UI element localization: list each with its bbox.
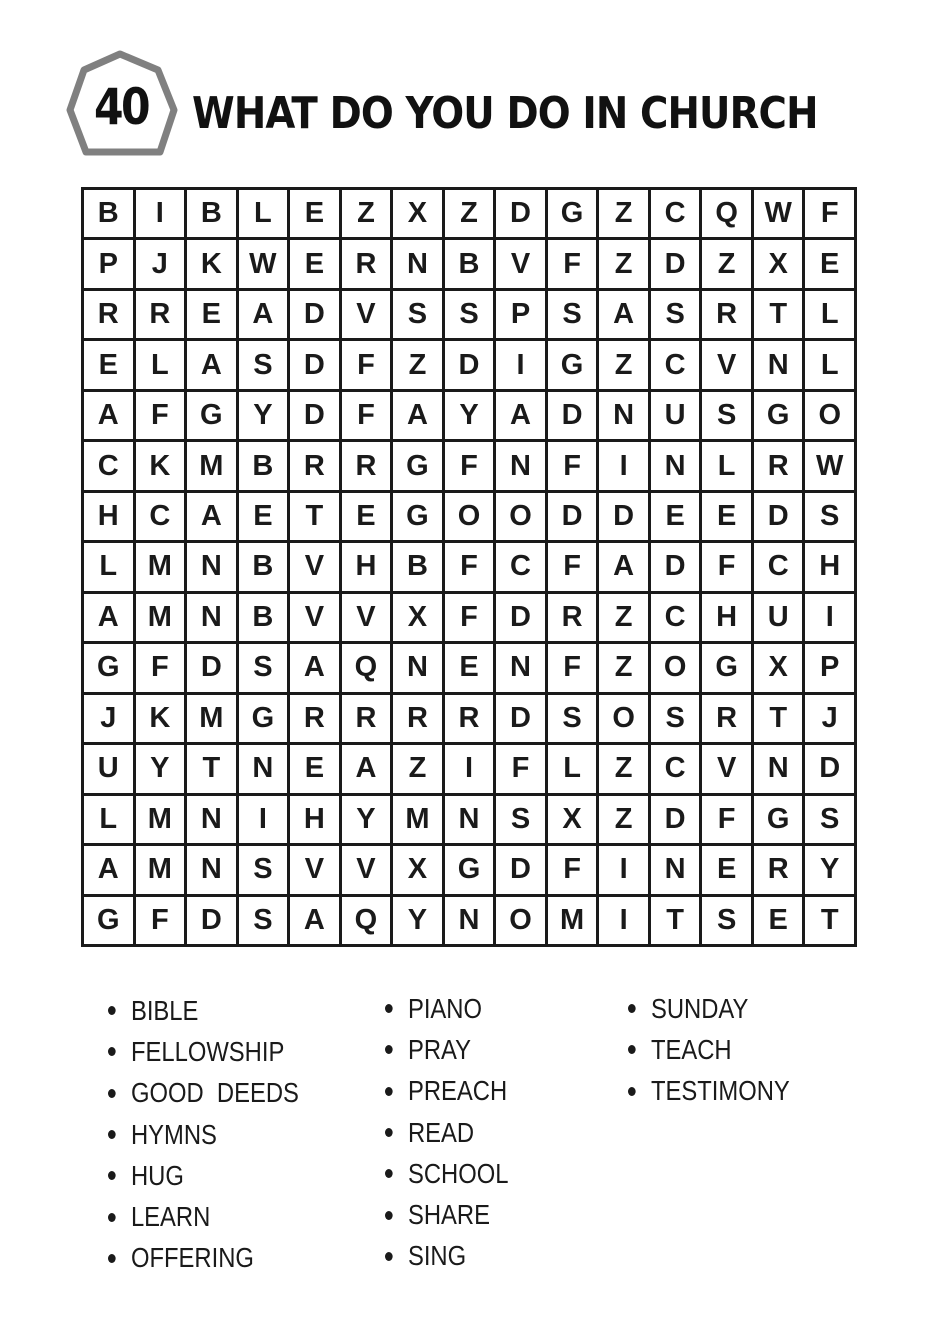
word-list-item xyxy=(108,1031,299,1072)
grid-cell: O xyxy=(496,897,545,944)
grid-cell: X xyxy=(393,594,442,641)
grid-cell: K xyxy=(136,442,185,489)
grid-cell: R xyxy=(342,442,391,489)
grid-cell: B xyxy=(445,240,494,287)
grid-cell: M xyxy=(548,897,597,944)
grid-cell: S xyxy=(651,695,700,742)
bullet-icon xyxy=(628,1087,636,1096)
word-list-column-3 xyxy=(628,988,818,1112)
grid-cell: Z xyxy=(599,745,648,792)
grid-cell: M xyxy=(136,543,185,590)
bullet-icon xyxy=(385,1045,393,1054)
grid-cell: F xyxy=(702,543,751,590)
grid-cell: B xyxy=(239,594,288,641)
grid-cell: S xyxy=(239,644,288,691)
grid-cell: V xyxy=(290,594,339,641)
grid-cell: H xyxy=(805,543,854,590)
grid-cell: E xyxy=(445,644,494,691)
grid-cell: S xyxy=(548,291,597,338)
grid-cell: H xyxy=(290,796,339,843)
grid-cell: E xyxy=(342,493,391,540)
grid-cell: V xyxy=(342,846,391,893)
grid-cell: F xyxy=(548,543,597,590)
grid-cell: S xyxy=(239,341,288,388)
grid-cell: E xyxy=(651,493,700,540)
word-label: SING xyxy=(407,1240,467,1272)
grid-cell: D xyxy=(187,897,236,944)
grid-cell: A xyxy=(239,291,288,338)
grid-cell: I xyxy=(445,745,494,792)
grid-cell: N xyxy=(187,846,236,893)
grid-cell: N xyxy=(754,745,803,792)
grid-cell: N xyxy=(393,644,442,691)
word-list-item xyxy=(385,988,508,1029)
grid-cell: S xyxy=(239,846,288,893)
grid-cell: S xyxy=(548,695,597,742)
grid-cell: N xyxy=(651,442,700,489)
grid-cell: B xyxy=(239,543,288,590)
grid-cell: B xyxy=(84,190,133,237)
grid-cell: T xyxy=(754,695,803,742)
grid-cell: Z xyxy=(599,341,648,388)
bullet-icon xyxy=(628,1045,636,1054)
grid-cell: L xyxy=(805,291,854,338)
word-list-item xyxy=(385,1029,508,1070)
grid-cell: D xyxy=(651,796,700,843)
grid-cell: F xyxy=(445,442,494,489)
grid-cell: E xyxy=(239,493,288,540)
grid-cell: T xyxy=(651,897,700,944)
grid-cell: H xyxy=(342,543,391,590)
grid-cell: R xyxy=(342,695,391,742)
grid-cell: F xyxy=(445,594,494,641)
word-list-item xyxy=(108,1196,299,1237)
grid-cell: S xyxy=(702,897,751,944)
grid-cell: N xyxy=(496,442,545,489)
grid-cell: R xyxy=(702,695,751,742)
grid-cell: D xyxy=(805,745,854,792)
grid-cell: F xyxy=(548,846,597,893)
word-list-item xyxy=(108,1114,299,1155)
grid-cell: T xyxy=(290,493,339,540)
grid-cell: D xyxy=(548,493,597,540)
grid-cell: E xyxy=(187,291,236,338)
grid-cell: N xyxy=(651,846,700,893)
grid-cell: E xyxy=(754,897,803,944)
word-label: OFFERING xyxy=(130,1242,254,1274)
grid-cell: A xyxy=(599,291,648,338)
grid-cell: G xyxy=(754,796,803,843)
grid-cell: C xyxy=(496,543,545,590)
grid-cell: C xyxy=(651,594,700,641)
grid-cell: V xyxy=(290,543,339,590)
bullet-icon xyxy=(108,1006,116,1015)
grid-cell: L xyxy=(239,190,288,237)
grid-cell: H xyxy=(84,493,133,540)
grid-cell: F xyxy=(548,644,597,691)
grid-cell: Q xyxy=(702,190,751,237)
grid-cell: S xyxy=(702,392,751,439)
grid-cell: V xyxy=(342,594,391,641)
grid-cell: D xyxy=(651,240,700,287)
grid-cell: E xyxy=(805,240,854,287)
bullet-icon xyxy=(385,1211,393,1220)
grid-cell: Z xyxy=(342,190,391,237)
word-list-item xyxy=(628,1071,790,1112)
grid-cell: V xyxy=(496,240,545,287)
grid-cell: Z xyxy=(599,190,648,237)
grid-cell: U xyxy=(84,745,133,792)
grid-cell: N xyxy=(445,796,494,843)
grid-cell: N xyxy=(239,745,288,792)
grid-cell: J xyxy=(136,240,185,287)
grid-cell: N xyxy=(754,341,803,388)
grid-cell: S xyxy=(239,897,288,944)
grid-cell: I xyxy=(496,341,545,388)
grid-cell: M xyxy=(187,695,236,742)
grid-cell: O xyxy=(651,644,700,691)
grid-cell: L xyxy=(548,745,597,792)
grid-cell: S xyxy=(496,796,545,843)
grid-cell: C xyxy=(754,543,803,590)
bullet-icon xyxy=(628,1004,636,1013)
grid-cell: A xyxy=(496,392,545,439)
word-list-item xyxy=(108,990,299,1031)
grid-cell: C xyxy=(651,341,700,388)
word-list-column-2 xyxy=(385,988,530,1277)
grid-cell: S xyxy=(445,291,494,338)
grid-cell: Z xyxy=(599,594,648,641)
grid-cell: D xyxy=(290,291,339,338)
grid-cell: G xyxy=(84,644,133,691)
grid-cell: N xyxy=(599,392,648,439)
grid-cell: R xyxy=(702,291,751,338)
grid-cell: M xyxy=(187,442,236,489)
grid-cell: A xyxy=(290,644,339,691)
grid-cell: I xyxy=(599,846,648,893)
grid-cell: D xyxy=(290,341,339,388)
grid-cell: M xyxy=(136,846,185,893)
grid-cell: S xyxy=(805,796,854,843)
grid-cell: N xyxy=(187,796,236,843)
grid-cell: N xyxy=(496,644,545,691)
grid-cell: R xyxy=(754,442,803,489)
grid-cell: O xyxy=(805,392,854,439)
grid-cell: Y xyxy=(136,745,185,792)
grid-cell: R xyxy=(548,594,597,641)
bullet-icon xyxy=(108,1047,116,1056)
grid-cell: N xyxy=(445,897,494,944)
grid-cell: Y xyxy=(342,796,391,843)
grid-cell: T xyxy=(187,745,236,792)
grid-cell: G xyxy=(548,341,597,388)
grid-cell: V xyxy=(290,846,339,893)
grid-cell: A xyxy=(187,341,236,388)
grid-cell: V xyxy=(702,341,751,388)
grid-cell: L xyxy=(702,442,751,489)
grid-cell: O xyxy=(445,493,494,540)
grid-cell: W xyxy=(805,442,854,489)
grid-cell: F xyxy=(342,392,391,439)
grid-cell: D xyxy=(496,190,545,237)
grid-cell: G xyxy=(187,392,236,439)
grid-cell: E xyxy=(702,846,751,893)
grid-cell: E xyxy=(84,341,133,388)
grid-cell: R xyxy=(290,695,339,742)
grid-cell: A xyxy=(393,392,442,439)
grid-cell: L xyxy=(84,543,133,590)
grid-cell: Z xyxy=(599,796,648,843)
grid-cell: Q xyxy=(342,897,391,944)
grid-cell: G xyxy=(702,644,751,691)
grid-cell: G xyxy=(393,493,442,540)
grid-cell: R xyxy=(342,240,391,287)
grid-cell: F xyxy=(548,442,597,489)
grid-cell: H xyxy=(702,594,751,641)
grid-cell: F xyxy=(548,240,597,287)
word-list-column-1 xyxy=(108,990,333,1279)
grid-cell: R xyxy=(445,695,494,742)
word-list-item xyxy=(385,1194,508,1235)
grid-cell: R xyxy=(393,695,442,742)
word-label: PIANO xyxy=(407,992,483,1024)
grid-cell: F xyxy=(136,392,185,439)
grid-cell: L xyxy=(136,341,185,388)
grid-cell: D xyxy=(754,493,803,540)
word-label: SUNDAY xyxy=(650,992,749,1024)
grid-cell: B xyxy=(187,190,236,237)
grid-cell: S xyxy=(651,291,700,338)
grid-cell: Z xyxy=(702,240,751,287)
grid-cell: A xyxy=(84,594,133,641)
bullet-icon xyxy=(385,1252,393,1261)
page-title: WHAT DO YOU DO IN CHURCH xyxy=(192,88,818,139)
bullet-icon xyxy=(385,1087,393,1096)
word-search-grid xyxy=(81,187,857,947)
grid-cell: I xyxy=(239,796,288,843)
bullet-icon xyxy=(385,1004,393,1013)
grid-cell: D xyxy=(290,392,339,439)
grid-cell: G xyxy=(445,846,494,893)
grid-cell: K xyxy=(187,240,236,287)
grid-cell: F xyxy=(136,897,185,944)
word-list-item xyxy=(108,1073,299,1114)
bullet-icon xyxy=(108,1130,116,1139)
grid-cell: R xyxy=(754,846,803,893)
word-list-item xyxy=(385,1236,508,1277)
grid-cell: A xyxy=(342,745,391,792)
grid-cell: R xyxy=(290,442,339,489)
grid-cell: Y xyxy=(239,392,288,439)
grid-cell: E xyxy=(290,745,339,792)
grid-cell: E xyxy=(290,190,339,237)
grid-cell: O xyxy=(599,695,648,742)
word-label: TEACH xyxy=(650,1033,732,1065)
grid-cell: M xyxy=(136,594,185,641)
grid-cell: N xyxy=(187,543,236,590)
grid-cell: E xyxy=(702,493,751,540)
puzzle-number-badge xyxy=(62,48,180,166)
grid-cell: Z xyxy=(599,240,648,287)
grid-cell: M xyxy=(393,796,442,843)
grid-cell: Z xyxy=(599,644,648,691)
grid-cell: V xyxy=(702,745,751,792)
grid-cell: R xyxy=(84,291,133,338)
bullet-icon xyxy=(108,1171,116,1180)
grid-cell: I xyxy=(599,897,648,944)
grid-cell: S xyxy=(393,291,442,338)
grid-cell: C xyxy=(651,745,700,792)
grid-cell: D xyxy=(445,341,494,388)
grid-cell: F xyxy=(702,796,751,843)
word-list-item xyxy=(628,988,790,1029)
grid-cell: C xyxy=(84,442,133,489)
grid-cell: E xyxy=(290,240,339,287)
grid-cell: C xyxy=(651,190,700,237)
grid-cell: D xyxy=(651,543,700,590)
word-list-item xyxy=(385,1112,508,1153)
word-list-item xyxy=(628,1029,790,1070)
grid-cell: F xyxy=(496,745,545,792)
grid-cell: X xyxy=(754,644,803,691)
grid-cell: A xyxy=(599,543,648,590)
word-list-item xyxy=(385,1071,508,1112)
grid-cell: W xyxy=(239,240,288,287)
grid-cell: D xyxy=(548,392,597,439)
grid-cell: W xyxy=(754,190,803,237)
grid-cell: G xyxy=(84,897,133,944)
grid-cell: T xyxy=(754,291,803,338)
grid-cell: V xyxy=(342,291,391,338)
grid-cell: I xyxy=(599,442,648,489)
bullet-icon xyxy=(108,1089,116,1098)
grid-cell: P xyxy=(805,644,854,691)
grid-cell: B xyxy=(239,442,288,489)
grid-cell: Z xyxy=(393,341,442,388)
grid-cell: K xyxy=(136,695,185,742)
bullet-icon xyxy=(108,1254,116,1263)
puzzle-number: 40 xyxy=(93,78,149,136)
grid-cell: I xyxy=(136,190,185,237)
word-list-item xyxy=(385,1153,508,1194)
grid-cell: A xyxy=(84,846,133,893)
grid-cell: R xyxy=(136,291,185,338)
grid-cell: A xyxy=(290,897,339,944)
word-label: PRAY xyxy=(407,1033,471,1065)
grid-cell: N xyxy=(393,240,442,287)
grid-cell: P xyxy=(84,240,133,287)
grid-cell: Y xyxy=(445,392,494,439)
grid-cell: G xyxy=(239,695,288,742)
grid-cell: S xyxy=(805,493,854,540)
bullet-icon xyxy=(385,1169,393,1178)
grid-cell: A xyxy=(84,392,133,439)
word-list-item xyxy=(108,1155,299,1196)
grid-cell: Z xyxy=(445,190,494,237)
word-label: HUG xyxy=(130,1159,184,1191)
word-label: GOOD DEEDS xyxy=(130,1077,299,1109)
word-label: SCHOOL xyxy=(407,1157,509,1189)
grid-cell: Z xyxy=(393,745,442,792)
grid-cell: T xyxy=(805,897,854,944)
grid-cell: D xyxy=(496,594,545,641)
grid-cell: L xyxy=(84,796,133,843)
grid-cell: F xyxy=(805,190,854,237)
grid-cell: D xyxy=(496,695,545,742)
word-label: FELLOWSHIP xyxy=(130,1035,285,1067)
grid-cell: M xyxy=(136,796,185,843)
grid-cell: X xyxy=(548,796,597,843)
bullet-icon xyxy=(385,1128,393,1137)
grid-cell: U xyxy=(651,392,700,439)
grid-cell: Y xyxy=(393,897,442,944)
word-label: PREACH xyxy=(407,1075,508,1107)
grid-cell: X xyxy=(393,190,442,237)
grid-cell: Y xyxy=(805,846,854,893)
grid-cell: X xyxy=(393,846,442,893)
grid-cell: G xyxy=(754,392,803,439)
bullet-icon xyxy=(108,1213,116,1222)
grid-cell: B xyxy=(393,543,442,590)
word-list-item xyxy=(108,1238,299,1279)
grid-cell: I xyxy=(805,594,854,641)
grid-cell: J xyxy=(805,695,854,742)
grid-cell: P xyxy=(496,291,545,338)
word-label: HYMNS xyxy=(130,1118,217,1150)
grid-cell: F xyxy=(445,543,494,590)
grid-cell: O xyxy=(496,493,545,540)
grid-cell: L xyxy=(805,341,854,388)
grid-cell: D xyxy=(187,644,236,691)
grid-cell: J xyxy=(84,695,133,742)
grid-cell: G xyxy=(548,190,597,237)
grid-cell: D xyxy=(496,846,545,893)
grid-cell: U xyxy=(754,594,803,641)
word-label: LEARN xyxy=(130,1201,211,1233)
grid-cell: N xyxy=(187,594,236,641)
grid-cell: C xyxy=(136,493,185,540)
grid-cell: F xyxy=(136,644,185,691)
word-label: READ xyxy=(407,1116,475,1148)
grid-cell: A xyxy=(187,493,236,540)
grid-cell: G xyxy=(393,442,442,489)
grid-cell: F xyxy=(342,341,391,388)
word-label: TESTIMONY xyxy=(650,1075,790,1107)
grid-cell: Q xyxy=(342,644,391,691)
word-label: BIBLE xyxy=(130,994,199,1026)
grid-cell: D xyxy=(599,493,648,540)
word-label: SHARE xyxy=(407,1199,490,1231)
grid-cell: X xyxy=(754,240,803,287)
